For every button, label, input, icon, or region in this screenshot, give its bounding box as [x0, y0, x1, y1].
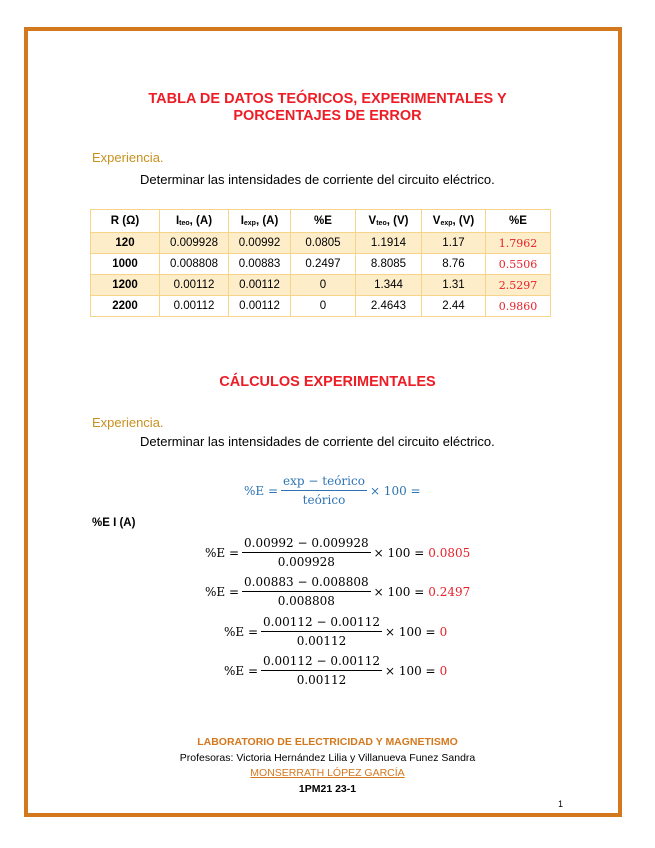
- formula-operator: × 100 =: [384, 624, 436, 639]
- table-cell: 1.1914: [356, 233, 422, 254]
- formula-result: 0: [439, 663, 448, 678]
- footer-group: 1PM21 23-1: [298, 783, 357, 795]
- formula-numerator: 0.00883 − 0.008808: [242, 575, 371, 592]
- formula-fraction: [261, 654, 382, 687]
- table-row: [91, 296, 551, 317]
- table-cell: 0.00112: [229, 275, 291, 296]
- table-cell: 2.44: [422, 296, 486, 317]
- table-cell: 2200: [91, 296, 160, 317]
- footer-student-link: MONSERRATH LÓPEZ GARCÍA: [250, 767, 405, 779]
- table-cell: 0.00112: [229, 296, 291, 317]
- formula-result: 0.0805: [428, 545, 471, 560]
- table-cell: 0.2497: [291, 254, 356, 275]
- section-title-calculos: CÁLCULOS EXPERIMENTALES: [219, 374, 436, 390]
- experience-description: Determinar las intensidades de corriente del circuito eléctrico.: [140, 172, 495, 187]
- formula-operator: × 100 =: [373, 584, 425, 599]
- formula-numerator: 0.00112 − 0.00112: [261, 615, 382, 632]
- table-cell: 0.00112: [160, 296, 229, 317]
- table-row: [91, 254, 551, 275]
- table-cell: 0.00992: [229, 233, 291, 254]
- formula-lhs: %E =: [205, 584, 240, 599]
- table-cell: 0: [291, 296, 356, 317]
- table-cell: 2.5297: [486, 275, 551, 296]
- table-cell: 1.17: [422, 233, 486, 254]
- table-cell: 0.008808: [160, 254, 229, 275]
- formula-lhs: %E =: [224, 624, 259, 639]
- formula-fraction: [242, 575, 371, 608]
- table-cell: 2.4643: [356, 296, 422, 317]
- formula-rhs: × 100 =: [369, 483, 421, 498]
- formula-denominator: 0.00112: [296, 673, 347, 687]
- table-header-row: [91, 210, 551, 233]
- data-table: [90, 209, 551, 317]
- table-cell: 1.344: [356, 275, 422, 296]
- footer-professors: Profesoras: Victoria Hernández Lilia y Villanueva Funez Sandra: [179, 752, 476, 764]
- formula-result: 0: [439, 624, 448, 639]
- col-header: $I_{exp}$, (A): [229, 210, 291, 233]
- experience-label: Experiencia.: [92, 150, 164, 165]
- error-formula-3: [224, 615, 447, 648]
- formula-operator: × 100 =: [373, 545, 425, 560]
- formula-fraction: [261, 615, 382, 648]
- table-cell: 0.5506: [486, 254, 551, 275]
- error-formula-2: [205, 575, 470, 608]
- table-cell: 1000: [91, 254, 160, 275]
- error-formula-1: [205, 536, 470, 569]
- formula-numerator: 0.00112 − 0.00112: [261, 654, 382, 671]
- formula-denominator: teórico: [302, 493, 346, 507]
- table-cell: 120: [91, 233, 160, 254]
- formula-result: 0.2497: [428, 584, 471, 599]
- page-title-line-1: TABLA DE DATOS TEÓRICOS, EXPERIMENTALES Y: [148, 91, 507, 107]
- table-cell: 0: [291, 275, 356, 296]
- subheading-error-current: %E I (A): [92, 517, 136, 529]
- table-cell: 1200: [91, 275, 160, 296]
- page-number: 1: [558, 799, 564, 809]
- experience-label-2: Experiencia.: [92, 415, 164, 430]
- col-header: $V_{teo}$, (V): [356, 210, 422, 233]
- formula-numerator: 0.00992 − 0.009928: [242, 536, 371, 553]
- col-header: %E: [291, 210, 356, 233]
- table-cell: 0.00112: [160, 275, 229, 296]
- table-row: [91, 233, 551, 254]
- table-cell: 8.76: [422, 254, 486, 275]
- table-cell: 1.7962: [486, 233, 551, 254]
- col-header: R (Ω): [91, 210, 160, 233]
- formula-fraction: [242, 536, 371, 569]
- table-cell: 8.8085: [356, 254, 422, 275]
- formula-numerator: exp − teórico: [281, 474, 367, 491]
- table-row: [91, 275, 551, 296]
- formula-lhs: %E =: [224, 663, 259, 678]
- col-header: $I_{teo}$, (A): [160, 210, 229, 233]
- formula-fraction: [281, 474, 367, 507]
- footer-lab-name: LABORATORIO DE ELECTRICIDAD Y MAGNETISMO: [197, 736, 458, 748]
- page-title-line-2: PORCENTAJES DE ERROR: [233, 108, 422, 124]
- table-cell: 0.00883: [229, 254, 291, 275]
- error-formula-4: [224, 654, 447, 687]
- col-header: $V_{exp}$, (V): [422, 210, 486, 233]
- experience-description-2: Determinar las intensidades de corriente del circuito eléctrico.: [140, 434, 495, 449]
- formula-lhs: %E =: [244, 483, 279, 498]
- formula-denominator: 0.008808: [277, 594, 335, 608]
- formula-denominator: 0.009928: [277, 555, 335, 569]
- col-header: %E: [486, 210, 551, 233]
- footer-student-name: [0, 767, 655, 779]
- formula-operator: × 100 =: [384, 663, 436, 678]
- table-cell: 0.9860: [486, 296, 551, 317]
- table-cell: 1.31: [422, 275, 486, 296]
- formula-lhs: %E =: [205, 545, 240, 560]
- table-cell: 0.0805: [291, 233, 356, 254]
- formula-denominator: 0.00112: [296, 634, 347, 648]
- table-cell: 0.009928: [160, 233, 229, 254]
- general-error-formula: [244, 474, 421, 507]
